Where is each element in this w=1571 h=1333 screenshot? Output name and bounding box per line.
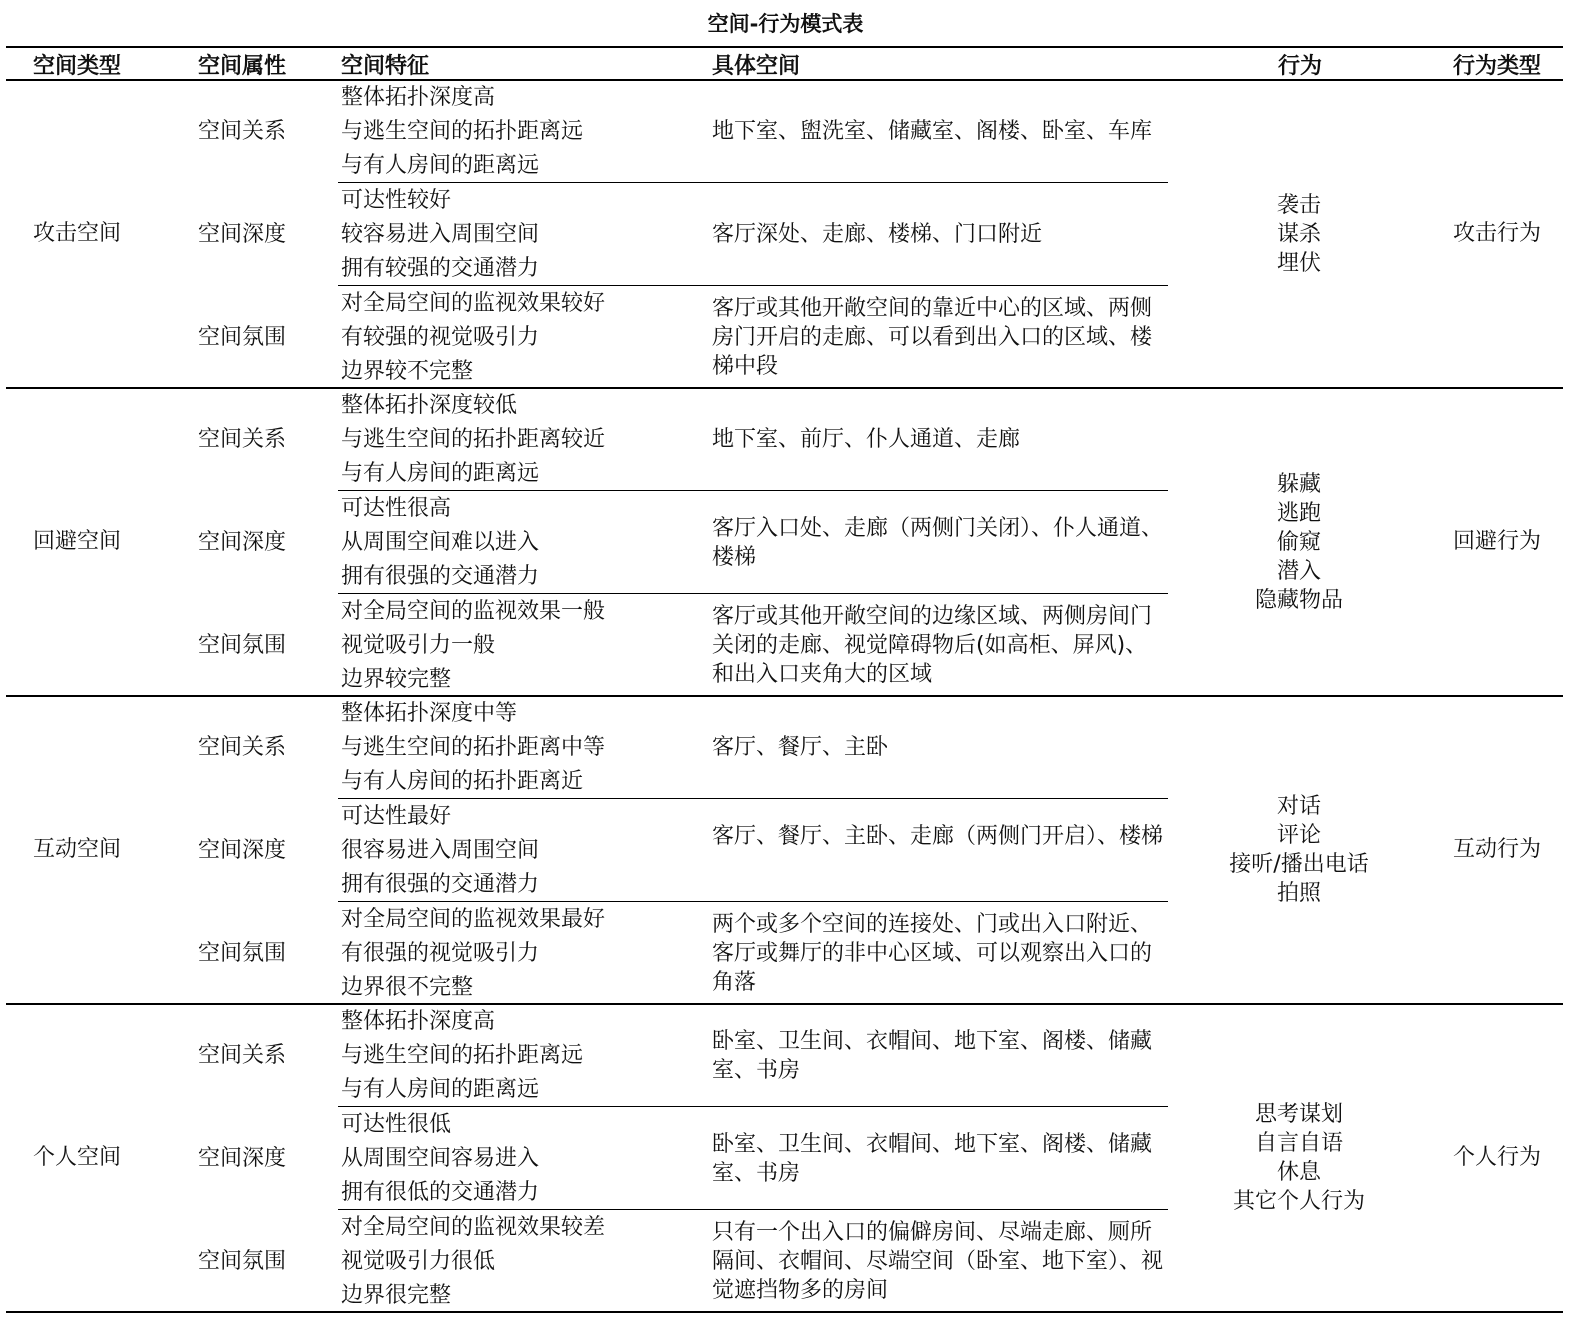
space-feature: 与逃生空间的拓扑距离较近 [341,427,606,452]
bottom-rule [6,1311,1563,1313]
space-feature: 拥有很强的交通潜力 [341,872,540,897]
space-feature: 与有人房间的距离远 [341,1077,540,1102]
behavior-item: 休息 [1276,1160,1321,1185]
group-divider [6,387,1563,389]
specific-space: 两个或多个空间的连接处、门或出入口附近、客厅或舞厅的非中心区域、可以观察出入口的角落 [712,912,1153,995]
behavior-item: 隐藏物品 [1254,587,1343,613]
row-divider [338,490,1168,491]
table-title: 空间-行为模式表 [707,12,864,36]
space-feature: 从周围空间容易进入 [341,1146,540,1171]
space-feature: 边界较不完整 [341,359,474,384]
row-divider [338,593,1168,594]
row-divider [338,182,1168,183]
space-type: 攻击空间 [33,221,122,246]
behavior-item: 评论 [1276,823,1321,848]
space-feature: 拥有较强的交通潜力 [341,256,540,281]
space-attr: 空间关系 [198,734,287,760]
specific-space: 客厅或其他开敞空间的靠近中心的区域、两侧房门开启的走廊、可以看到出入口的区域、楼梯中段 [712,296,1153,379]
space-feature: 视觉吸引力一般 [341,633,496,658]
header-behavior: 行为 [1278,54,1323,79]
specific-space: 客厅入口处、走廊（两侧门关闭）、仆人通道、楼梯 [712,515,1164,570]
space-feature: 整体拓扑深度较低 [341,393,518,418]
space-feature: 对全局空间的监视效果较好 [341,291,606,316]
behavior-type: 互动行为 [1453,837,1542,862]
space-feature: 有很强的视觉吸引力 [341,941,540,966]
behavior-item: 接听/播出电话 [1229,852,1369,877]
space-feature: 与逃生空间的拓扑距离中等 [341,735,606,760]
space-feature: 对全局空间的监视效果最好 [341,907,606,932]
space-feature: 对全局空间的监视效果一般 [341,599,606,624]
group-divider [6,1003,1563,1005]
behavior-item: 埋伏 [1276,250,1321,276]
space-attr: 空间关系 [198,118,287,144]
space-type: 回避空间 [33,529,122,554]
specific-space: 客厅、餐厅、主卧、走廊（两侧门开启）、楼梯 [712,823,1164,849]
space-attr: 空间关系 [198,426,287,452]
behavior-item: 思考谋划 [1254,1102,1343,1127]
space-type: 个人空间 [33,1145,122,1170]
behavior-type: 攻击行为 [1453,221,1542,246]
behavior-item: 对话 [1276,794,1321,819]
space-feature: 边界很完整 [341,1283,452,1308]
top-rule [6,46,1563,48]
space-feature: 与有人房间的距离远 [341,461,540,486]
space-attr: 空间氛围 [198,632,287,658]
header-space-feature: 空间特征 [341,54,430,79]
space-feature: 从周围空间难以进入 [341,530,540,555]
space-attr: 空间关系 [198,1042,287,1068]
space-feature: 可达性很低 [341,1112,452,1137]
row-divider [338,798,1168,799]
space-feature: 较容易进入周围空间 [341,222,540,247]
cropped-text-strip [0,1318,1571,1333]
behavior-item: 自言自语 [1254,1131,1343,1156]
header-space-attr: 空间属性 [198,54,287,79]
space-feature: 整体拓扑深度高 [341,85,496,110]
row-divider [338,285,1168,286]
row-divider [338,901,1168,902]
space-feature: 整体拓扑深度高 [341,1009,496,1034]
space-feature: 与逃生空间的拓扑距离远 [341,119,584,144]
behavior-item: 偷窥 [1276,529,1321,555]
space-attr: 空间氛围 [198,940,287,966]
specific-space: 客厅深处、走廊、楼梯、门口附近 [712,222,1043,247]
header-space-type: 空间类型 [33,54,122,79]
space-feature: 可达性最好 [341,804,452,829]
space-attr: 空间深度 [198,529,287,555]
specific-space: 地下室、前厅、仆人通道、走廊 [712,427,1021,452]
space-feature: 边界很不完整 [341,975,474,1000]
specific-space: 客厅或其他开敞空间的边缘区域、两侧房间门关闭的走廊、视觉障碍物后(如高柜、屏风)、和出入口夹角大的区域 [712,604,1153,687]
space-attr: 空间氛围 [198,324,287,350]
space-feature: 整体拓扑深度中等 [341,701,518,726]
space-feature: 很容易进入周围空间 [341,838,540,863]
behavior-item: 逃跑 [1276,500,1321,526]
behavior-item: 拍照 [1276,881,1321,906]
space-attr: 空间深度 [198,221,287,247]
specific-space: 卧室、卫生间、衣帽间、地下室、阁楼、储藏室、书房 [712,1028,1153,1083]
row-divider [338,1106,1168,1107]
space-attr: 空间深度 [198,1145,287,1171]
space-feature: 拥有很强的交通潜力 [341,564,540,589]
header-rule [6,79,1563,81]
space-feature: 可达性很高 [341,496,452,521]
space-feature: 边界较完整 [341,667,452,692]
group-divider [6,695,1563,697]
space-type: 互动空间 [33,837,122,862]
space-feature: 视觉吸引力很低 [341,1249,496,1274]
behavior-item: 潜入 [1276,558,1321,584]
space-feature: 拥有很低的交通潜力 [341,1180,540,1205]
space-feature: 有较强的视觉吸引力 [341,325,540,350]
behavior-item: 袭击 [1276,192,1321,218]
space-feature: 与逃生空间的拓扑距离远 [341,1043,584,1068]
header-behavior-type: 行为类型 [1453,54,1542,79]
behavior-type: 回避行为 [1453,529,1542,554]
specific-space: 地下室、盥洗室、储藏室、阁楼、卧室、车库 [712,119,1153,144]
space-feature: 与有人房间的拓扑距离近 [341,769,584,794]
space-feature: 与有人房间的距离远 [341,153,540,178]
header-specific-space: 具体空间 [712,54,801,79]
behavior-item: 躲藏 [1276,471,1321,497]
specific-space: 卧室、卫生间、衣帽间、地下室、阁楼、储藏室、书房 [712,1131,1153,1186]
space-feature: 对全局空间的监视效果较差 [341,1215,606,1240]
specific-space: 客厅、餐厅、主卧 [712,735,889,760]
behavior-item: 谋杀 [1276,221,1321,247]
behavior-item: 其它个人行为 [1232,1189,1365,1214]
row-divider [338,1209,1168,1210]
space-attr: 空间深度 [198,837,287,863]
space-attr: 空间氛围 [198,1248,287,1274]
behavior-type: 个人行为 [1453,1145,1542,1170]
specific-space: 只有一个出入口的偏僻房间、尽端走廊、厕所隔间、衣帽间、尽端空间（卧室、地下室）、视觉遮挡物多的房间 [712,1220,1164,1303]
space-feature: 可达性较好 [341,188,452,213]
